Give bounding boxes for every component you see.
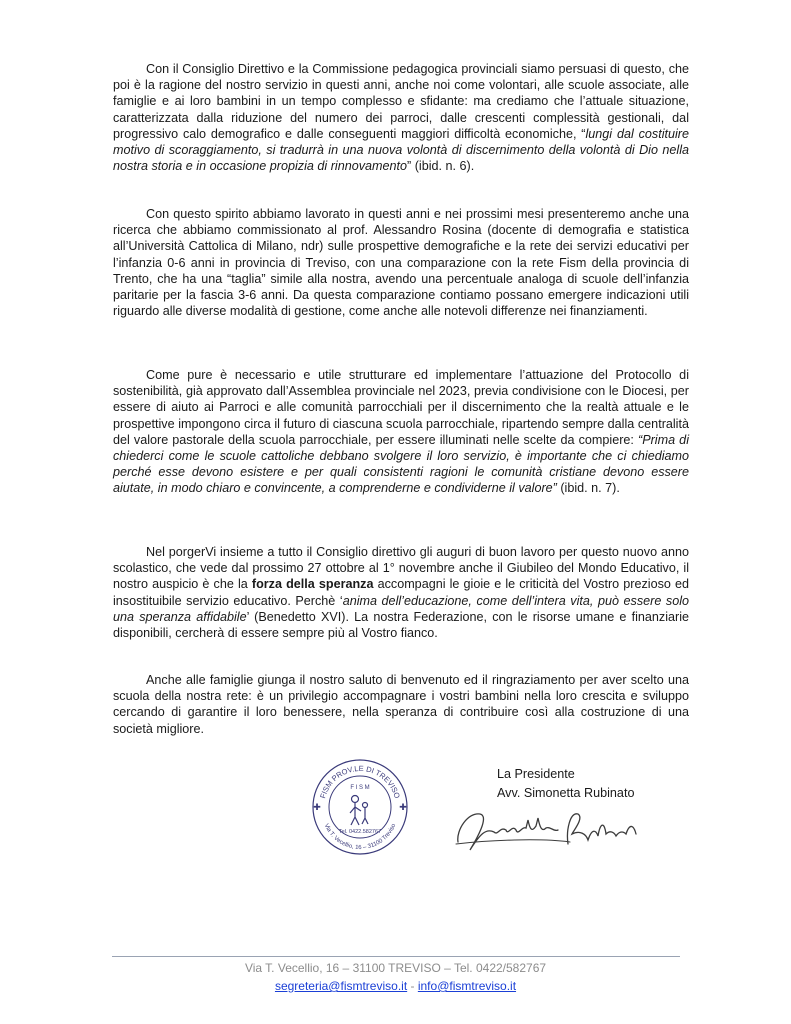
footer-contacts <box>0 978 791 994</box>
handwritten-signature <box>450 800 650 860</box>
paragraph-2: Con questo spirito abbiamo lavorato in questi anni e nei prossimi mesi presenteremo anche una ricerca che abbiamo commissionato al prof. Alessandro Rosina (docente di demografia e statistica all’Università Cattolica di Milano, ndr) sulle prospettive demografiche e la rete dei servizi educativi per l’infanzia 0-6 anni in provincia di Treviso, con una comparazione con la rete Fism della provincia di Trento, che ha una “taglia” simile alla nostra, avendo una percentuale analoga di scuole dell’infanzia paritarie per la fascia 3-6 anni. Da questa comparazione contiamo possano emergere indicazioni utili riguardo alle diverse modalità di gestione, come anche alle notevoli differenze nei finanziamenti. <box>113 207 689 319</box>
paragraph-3-text: Come pure è necessario e utile strutturare ed implementare l’attuazione del Protocollo di sostenibilità, già approvato dall’Assemblea provinciale nel 2023, previa condivisione con le Diocesi, per essere di aiuto ai Parroci e alle comunità parrocchiali per il discernimento che la realtà attuale e le prospettive impongono circa il futuro di ciascuna scuola parrocchiale, ripartendo sempre dalla centralità del valore pastorale della scuola parrocchiale, per essere illuminati nelle scelte da compiere: <box>113 368 689 447</box>
paragraph-1-citation: ” (ibid. n. 6). <box>407 159 475 174</box>
paragraph-1-quote: lungi dal costituire motivo di scoraggiamento, si tradurrà in una nuova volontà di discernimento della volontà di Dio nella nostra storia e in occasione propizia di rinnovamento <box>113 126 689 174</box>
paragraph-1-text: Con il Consiglio Direttivo e la Commissione pedagogica provinciali siamo persuasi di questo, che poi è la ragione del nostro servizio in questi anni, anche noi come volontari, alle scuole associate, alle famiglie e ai loro bambini in un tempo complesso e sfidante: ma crediamo che l’attuale situazione, caratterizzata dalla riduzione del numero dei parroci, dalle crescenti complessità gestionali, dal progressivo calo demografico e dalle conseguenti maggiori difficoltà economiche, “ <box>113 62 689 141</box>
stamp-top-text: FISM PROV.LE DI TREVISO <box>318 763 402 800</box>
paragraph-1 <box>113 61 689 174</box>
stamp-address-text: Via T. Vecellio, 16 – 31100 Treviso <box>322 823 398 852</box>
segreteria-email-link[interactable]: segreteria@fismtreviso.it <box>274 979 408 993</box>
info-email-link[interactable]: info@fismtreviso.it <box>417 979 517 993</box>
footer-separator: - <box>410 979 415 993</box>
stamp-figure-icon <box>350 796 368 826</box>
stamp-cross-right-icon: ✚ <box>399 802 407 812</box>
paragraph-3-citation: (ibid. n. 7). <box>556 481 620 496</box>
paragraph-4-text-a: Nel porgerVi insieme a tutto il Consiglio direttivo gli auguri di buon lavoro per questo nuovo anno scolastico, che vede dal prossimo 27 ottobre al 1° novembre anche il Giubileo del Mondo Educativo, il nostro auspicio è che la <box>113 545 689 592</box>
stamp-center-text: F I S M <box>350 785 370 791</box>
paragraph-4-quote: anima dell’educazione, come dell’intera vita, può essere solo una speranza affidabile <box>113 593 690 624</box>
paragraph-3-quote: “Prima di chiederci come le scuole cattoliche debbano svolgere il loro servizio, è importante che ci chiediamo perché esse devono esistere e per quali consistenti ragioni le comunità cristiane devono essere aiutate, in modo chiaro e convincente, a comprenderne e condividerne il valore” <box>113 432 689 496</box>
signatory-name: Avv. Simonetta Rubinato <box>497 786 635 800</box>
paragraph-3 <box>113 367 689 497</box>
paragraph-4-text-b: accompagni le gioie e le criticità del Vostro prezioso ed insostituibile servizio educativo. Perchè ‘ <box>113 577 689 608</box>
stamp-outer-ring <box>313 760 407 854</box>
paragraph-4-emphasis: forza della speranza <box>251 577 374 592</box>
stamp-cross-left-icon: ✚ <box>313 802 321 812</box>
stamp-tel-text: Tel. 0422.582767 <box>338 829 382 835</box>
paragraph-4 <box>113 544 689 641</box>
paragraph-5: Anche alle famiglie giunga il nostro saluto di benvenuto ed il ringraziamento per aver scelto una scuola della nostra rete: è un privilegio accompagnare i vostri bambini nella loro crescita e sviluppo cercando di garantire il loro benessere, nella speranza di contribuire così alla costruzione di una società migliore. <box>113 673 689 736</box>
signatory-role: La Presidente <box>497 767 575 781</box>
signature-block <box>497 765 634 803</box>
footer-address: Via T. Vecellio, 16 – 31100 TREVISO – Tel. 0422/582767 <box>244 961 547 975</box>
fism-stamp <box>310 757 410 857</box>
paragraph-4-text-c: ’ (Benedetto XVI). La nostra Federazione, con le risorse umane e finanziarie disponibili, cercherà di essere sempre più al Vostro fianco. <box>113 609 689 641</box>
footer-divider <box>112 956 680 957</box>
